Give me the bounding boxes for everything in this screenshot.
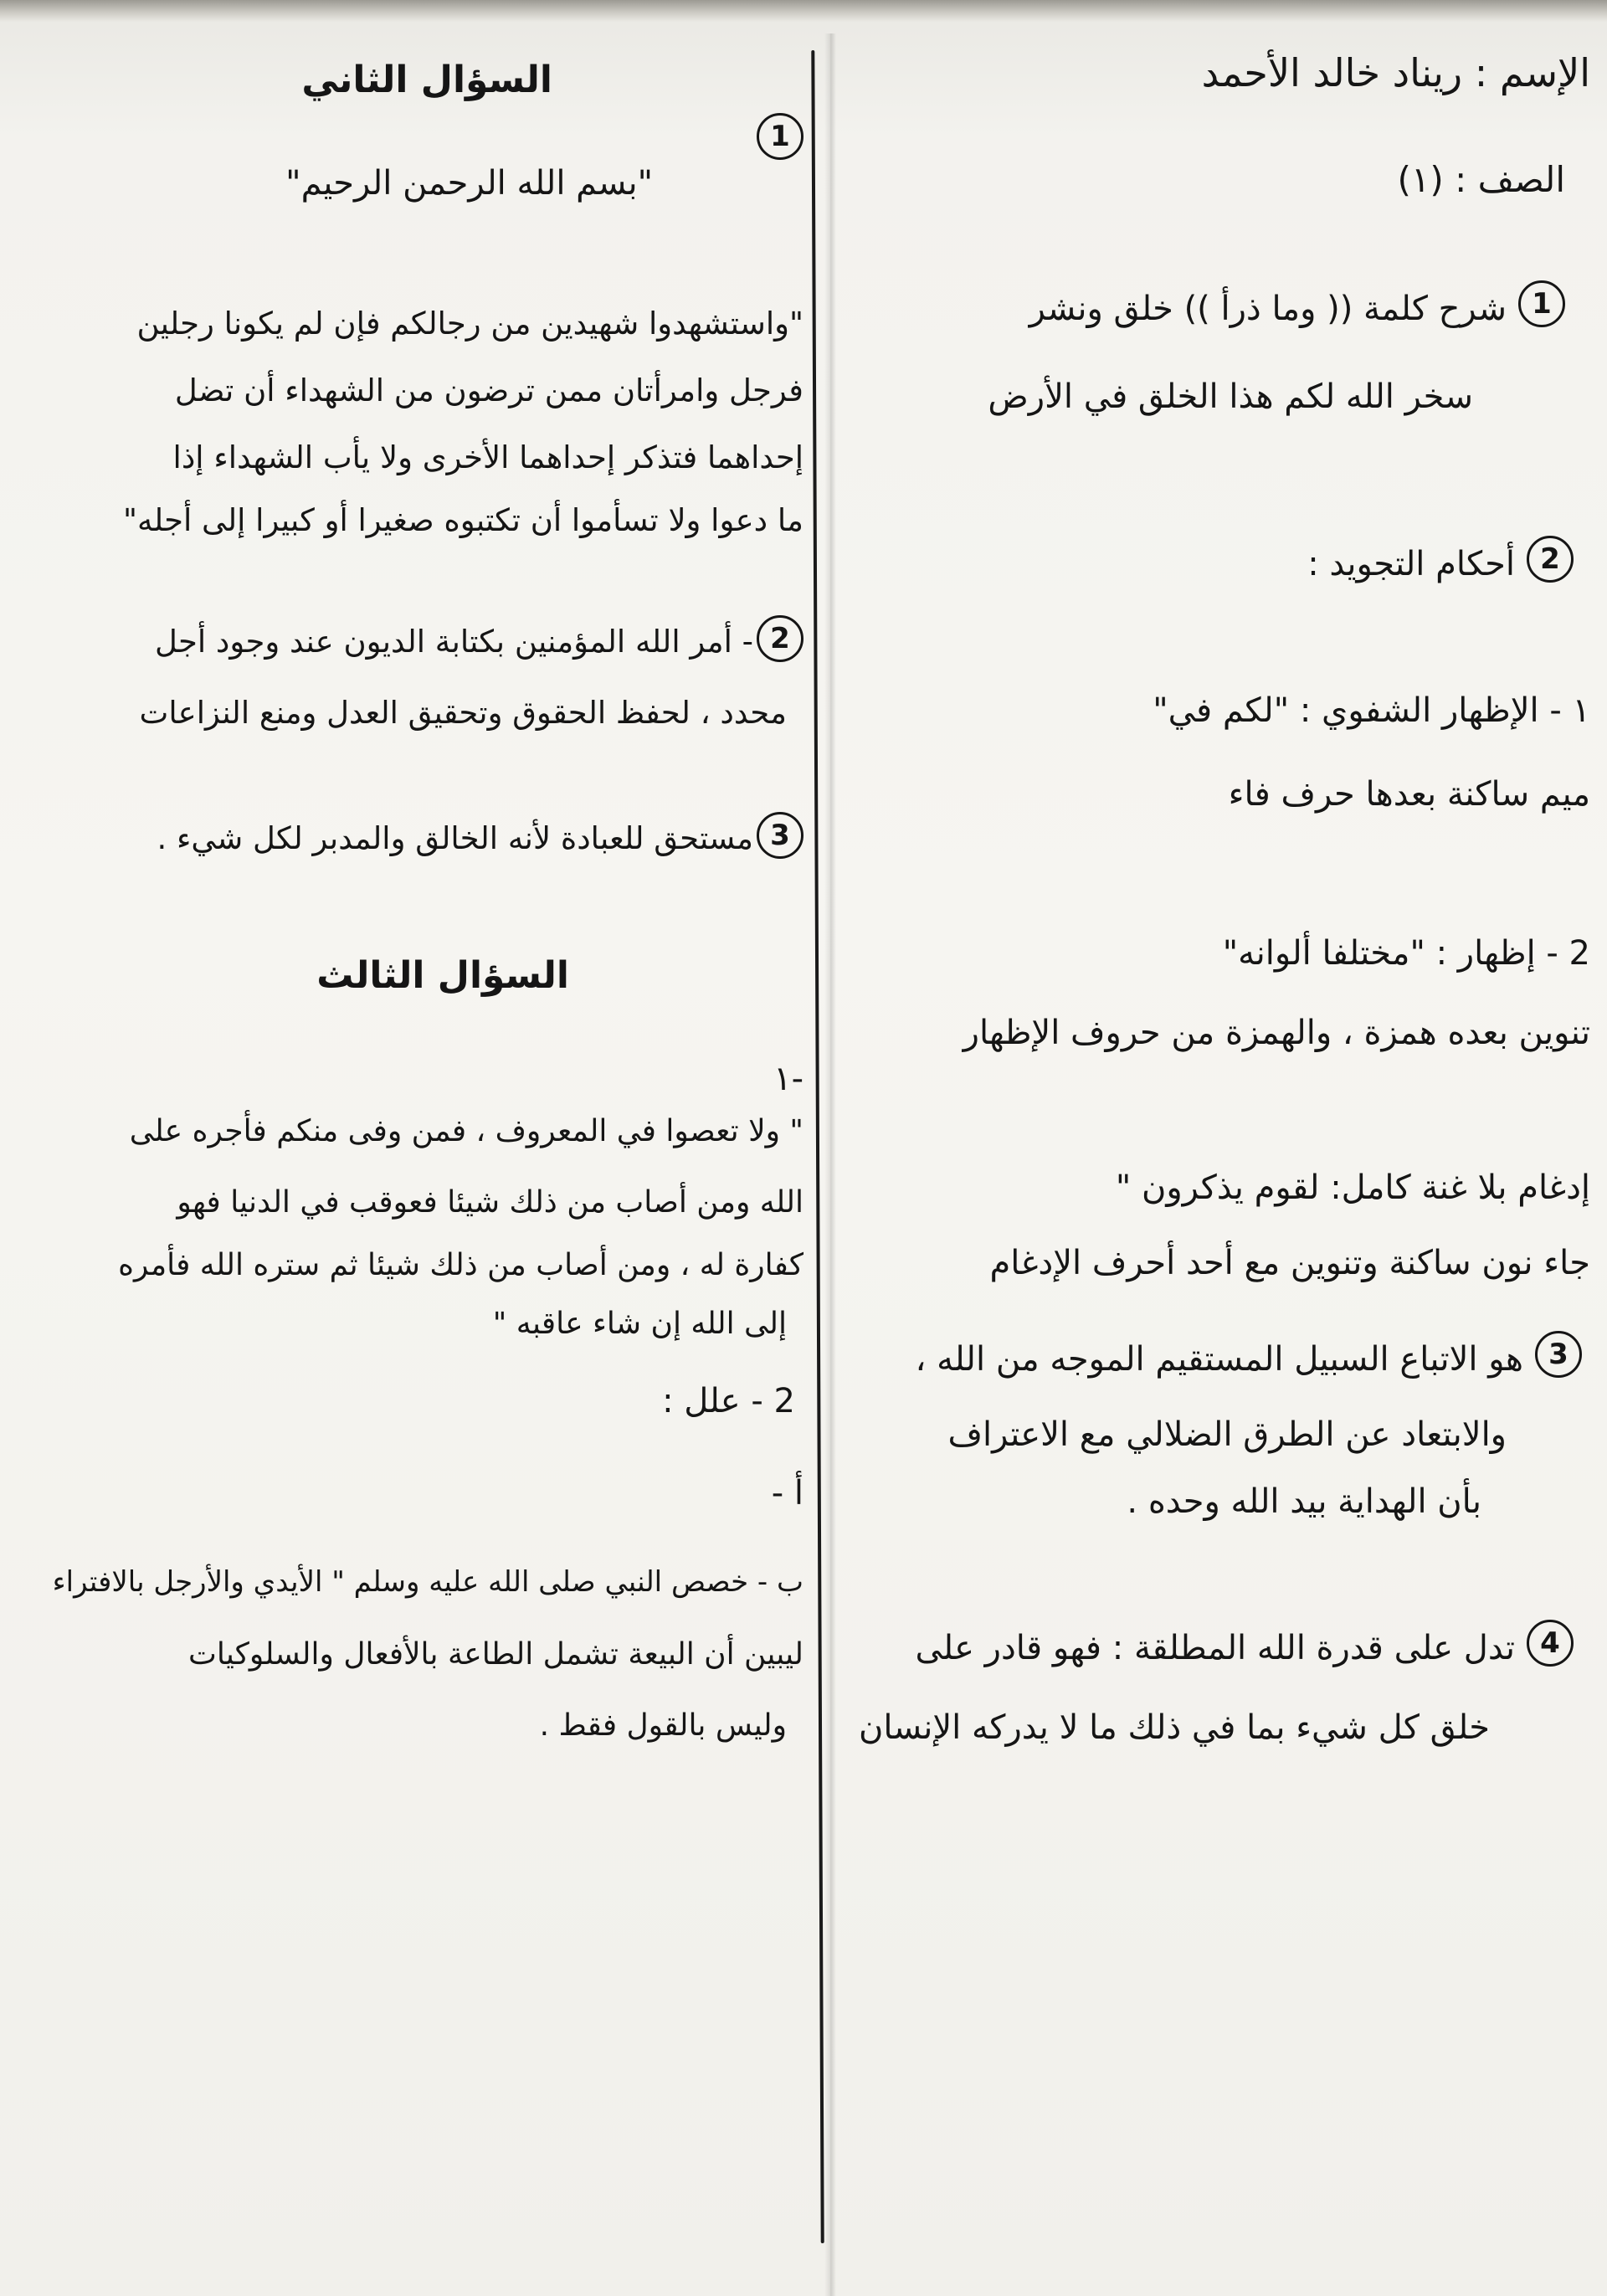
right-column xyxy=(845,0,1599,2296)
item-number-3: 3 xyxy=(757,812,804,859)
q3-answer-line-3: بأن الهداية بيد الله وحده . xyxy=(1127,1482,1481,1521)
q2-item1-line-2: ميم ساكنة بعدها حرف فاء xyxy=(1228,775,1590,814)
verse-line-1: "واستشهدوا شهيدين من رجالكم فإن لم يكونا رجلين xyxy=(136,306,804,342)
basmala: "بسم الله الرحمن الرحيم" xyxy=(285,164,653,203)
q3-item2-label: 2 - علل : xyxy=(662,1382,795,1420)
item2-line-1: - أمر الله المؤمنين بكتابة الديون عند وجود أجل xyxy=(155,624,753,660)
q2-item1-line-1: ١ - الإظهار الشفوي : "لكم في" xyxy=(1153,691,1590,730)
hadith-line-4: إلى الله إن شاء عاقبه " xyxy=(492,1307,787,1341)
q4-answer-line-1: تدل على قدرة الله المطلقة : فهو قادر على xyxy=(915,1629,1515,1667)
third-question-heading: السؤال الثالث xyxy=(316,954,569,997)
q2-item3-text: إدغام بلا غنة كامل: لقوم يذكرون " xyxy=(1115,1169,1590,1207)
q3-answer-line-2: والابتعاد عن الطرق الضلالي مع الاعتراف xyxy=(947,1415,1507,1454)
student-name: الإسم : ريناد خالد الأحمد xyxy=(1201,50,1590,95)
item-b-line-1: ب - خصص النبي صلى الله عليه وسلم " الأيدي والأرجل بالافتراء xyxy=(52,1565,804,1599)
item-number-2: 2 xyxy=(757,615,804,662)
question-number-4: 4 xyxy=(1527,1620,1574,1667)
verse-line-3: إحداهما فتذكر إحداهما الأخرى ولا يأب الشهداء إذا xyxy=(172,439,804,475)
item2-line-2: محدد ، لحفظ الحقوق وتحقيق العدل ومنع النزاعات xyxy=(139,695,787,731)
q4-answer-line-2: خلق كل شيء بما في ذلك ما لا يدركه الإنسان xyxy=(858,1708,1490,1747)
q2-item3-line-1 xyxy=(1116,1168,1590,1208)
q3-answer-line-1: هو الاتباع السبيل المستقيم الموجه من الله ، xyxy=(915,1340,1523,1379)
question-number-3: 3 xyxy=(1535,1331,1582,1378)
item-number-1: 1 xyxy=(757,113,804,160)
class-label: الصف : (١) xyxy=(1397,159,1565,200)
q1-answer-line-1: شرح كلمة (( وما ذرأ )) خلق ونشر xyxy=(1029,290,1507,328)
q3-item1-label: -١ xyxy=(773,1060,804,1098)
center-divider-line xyxy=(811,50,824,2243)
hadith-line-2: الله ومن أصاب من ذلك شيئا فعوقب في الدنيا فهو xyxy=(177,1185,804,1220)
verse-line-2: فرجل وامرأتان ممن ترضون من الشهداء أن تضل xyxy=(174,372,804,408)
question-number-1: 1 xyxy=(1518,280,1565,327)
item-a-label: أ - xyxy=(771,1474,804,1513)
hadith-line-1: " ولا تعصوا في المعروف ، فمن وفى منكم فأجره على xyxy=(129,1114,804,1148)
q2-item2-line-1: 2 - إظهار : "مختلفا ألوانه" xyxy=(1222,934,1590,973)
q2-item2-line-2: تنوين بعده همزة ، والهمزة من حروف الإظهار xyxy=(963,1014,1590,1052)
item-b-line-2: ليبين أن البيعة تشمل الطاعة بالأفعال والسلوكيات xyxy=(188,1637,804,1672)
q2-title: أحكام التجويد : xyxy=(1307,545,1515,583)
item3-line-1: مستحق للعبادة لأنه الخالق والمدبر لكل شيء . xyxy=(157,820,753,856)
second-question-heading: السؤال الثاني xyxy=(301,59,552,101)
page-fold-shadow xyxy=(824,33,836,2296)
verse-line-4: ما دعوا ولا تسأموا أن تكتبوه صغيرا أو كبيرا إلى أجله" xyxy=(123,502,804,538)
hadith-line-3: كفارة له ، ومن أصاب من ذلك شيئا ثم ستره الله فأمره xyxy=(118,1248,804,1282)
left-column xyxy=(8,0,804,2296)
question-number-2: 2 xyxy=(1527,536,1574,583)
q2-item3-line-2: جاء نون ساكنة وتنوين مع أحد أحرف الإدغام xyxy=(989,1244,1590,1282)
item-b-line-3: وليس بالقول فقط . xyxy=(539,1708,787,1743)
q1-answer-line-2: سخر الله لكم هذا الخلق في الأرض xyxy=(988,378,1473,416)
